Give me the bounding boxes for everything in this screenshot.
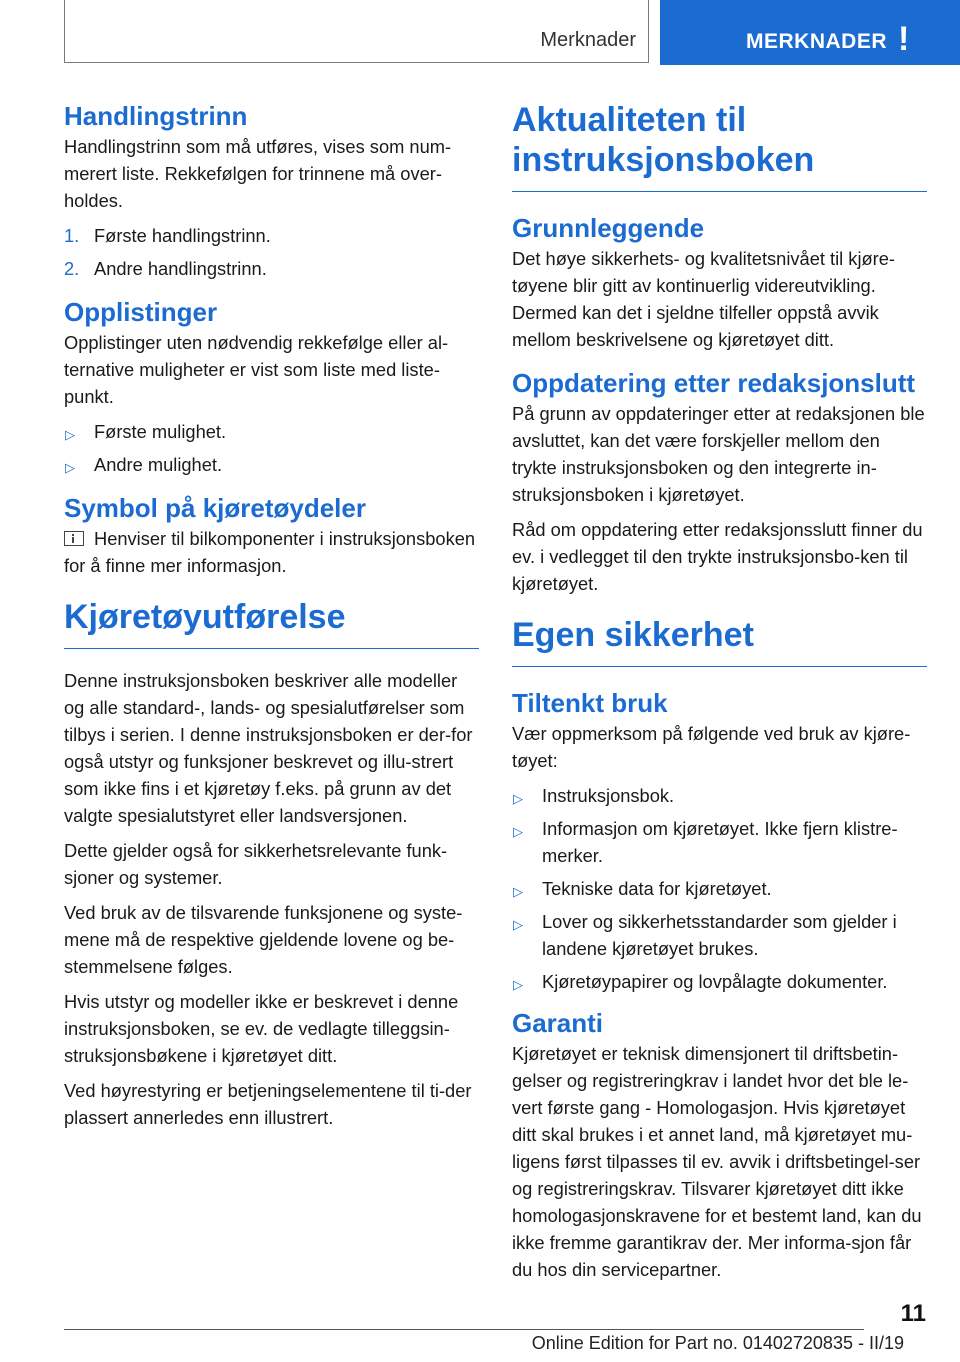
list-item: [64, 222, 479, 249]
symbol-paragraph: [64, 525, 479, 579]
bullet-list: [64, 418, 479, 478]
paragraph: Råd om oppdatering etter redaksjonsslutt finner du ev. i vedlegget til den trykte instruksjonsbo-ken til kjøretøyet.: [512, 519, 923, 594]
symbol-text: Henviser til bilkomponenter i instruksjonsboken for å finne mer informasjon.: [64, 528, 476, 576]
footer-divider: [64, 1329, 864, 1330]
list-item-text: Lover og sikkerhetsstandarder som gjelder i landene kjøretøyet brukes.: [542, 911, 897, 959]
list-item: [512, 782, 927, 809]
paragraph: Ved høyrestyring er betjeningselementene til ti-der plassert annerledes enn illustrert.: [64, 1080, 472, 1128]
list-item: [64, 418, 479, 445]
list-item-text: Første handlingstrinn.: [94, 225, 271, 246]
heading-oppdatering: Oppdatering etter redaksjonslutt: [512, 368, 916, 398]
paragraph: Ved bruk av de tilsvarende funksjonene og syste-mene må de respektive gjeldende lovene og be-stemmelsene følges.: [64, 902, 463, 977]
footer-edition: Online Edition for Part no. 01402720835 - II/19: [531, 1333, 904, 1353]
triangle-bullet-icon: ▷: [513, 917, 523, 932]
triangle-bullet-icon: ▷: [65, 427, 75, 442]
chapter-label: MERKNADER: [746, 30, 887, 53]
heading-symbol: Symbol på kjøretøydeler: [64, 493, 366, 523]
paragraph: Denne instruksjonsboken beskriver alle modeller og alle standard-, lands- og spesialutførelser som tilbys i serien. I denne instruksjonsboken er der-for også utstyr og funksjoner beskrevet og illu-strert som ikke fins i et kjøretøy f.eks. på grunn av det valgte spesialutstyret eller landsversjonen.: [64, 670, 473, 826]
heading-opplistinger: Opplistinger: [64, 297, 218, 327]
paragraph: Handlingstrinn som må utføres, vises som num-merert liste. Rekkefølgen for trinnene må over-holdes.: [64, 136, 452, 211]
list-item: [512, 908, 927, 962]
paragraph: Det høye sikkerhets- og kvalitetsnivået til kjøre-tøyene blir gitt av kontinuerlig videreutvikling. Dermed kan det i sjeldne tilfeller oppstå avvik mellom beskrivelsene og kjøretøyet ditt.: [512, 248, 896, 350]
heading-tiltenkt-bruk: Tiltenkt bruk: [512, 688, 668, 718]
exclamation-icon: !: [898, 20, 910, 58]
list-item: [512, 968, 927, 995]
right-column: [512, 100, 927, 1291]
heading-egen-sikkerhet: Egen sikkerhet: [512, 615, 927, 667]
paragraph: Opplistinger uten nødvendig rekkefølge eller al-ternative muligheter er vist som liste med liste-punkt.: [64, 332, 449, 407]
vehicle-part-info-icon: [64, 531, 84, 546]
numbered-list: [64, 222, 479, 282]
list-item-text: Kjøretøypapirer og lovpålagte dokumenter.: [542, 971, 888, 992]
list-item: [512, 875, 927, 902]
paragraph: Kjøretøyet er teknisk dimensjonert til driftsbetin-gelser og registreringkrav i landet hvor det ble le-vert første gang - Homologasjon. Hvis kjøretøyet ditt skal brukes i et annet land, må kjøretøyet mu-ligens først tilpasses til ev. avvik i driftsbetingel-ser og registreringskrav. Tilsvarer kjøretøyet ditt ikke homologasjonskravene for et bestemt land, kan du ikke fremme garantikrav der. Mer informa-sjon får du hos din servicepartner.: [512, 1043, 922, 1280]
triangle-bullet-icon: ▷: [513, 977, 523, 992]
list-item-text: Instruksjonsbok.: [542, 785, 675, 806]
bullet-list: [512, 782, 927, 995]
paragraph: Hvis utstyr og modeller ikke er beskrevet i denne instruksjonsboken, se ev. de vedlagte tilleggsin-struksjonsbøkene i kjøretøyet ditt.: [64, 991, 459, 1066]
heading-kjoretoyutforelse: Kjøretøyutførelse: [64, 597, 479, 649]
list-number: 1.: [64, 225, 80, 246]
page-number: 11: [900, 1300, 926, 1327]
chapter-tab: [660, 0, 960, 65]
list-item-text: Tekniske data for kjøretøyet.: [542, 878, 772, 899]
list-item: [64, 255, 479, 282]
section-tab: [64, 0, 649, 63]
heading-handlingstrinn: Handlingstrinn: [64, 101, 248, 131]
list-item-text: Første mulighet.: [94, 421, 227, 442]
paragraph: Dette gjelder også for sikkerhetsrelevante funk-sjoner og systemer.: [64, 840, 448, 888]
triangle-bullet-icon: ▷: [513, 791, 523, 806]
triangle-bullet-icon: ▷: [65, 460, 75, 475]
page-header: [0, 0, 960, 66]
list-item-text: Informasjon om kjøretøyet. Ikke fjern klistre-merker.: [542, 818, 898, 866]
list-item-text: Andre handlingstrinn.: [94, 258, 267, 279]
left-column: [64, 100, 479, 1139]
heading-aktualiteten: Aktualiteten til instruksjonsboken: [512, 100, 927, 192]
list-item-text: Andre mulighet.: [94, 454, 223, 475]
paragraph: Vær oppmerksom på følgende ved bruk av kjøre-tøyet:: [512, 723, 911, 771]
list-item: [64, 451, 479, 478]
list-item: [512, 815, 927, 869]
paragraph: På grunn av oppdateringer etter at redaksjonen ble avsluttet, kan det være forskjeller mellom den trykte instruksjonsboken og den integrerte in-struksjonsboken i kjøretøyet.: [512, 403, 925, 505]
triangle-bullet-icon: ▷: [513, 824, 523, 839]
triangle-bullet-icon: ▷: [513, 884, 523, 899]
heading-grunnleggende: Grunnleggende: [512, 213, 705, 243]
section-label: Merknader: [540, 29, 636, 51]
list-number: 2.: [64, 258, 80, 279]
heading-garanti: Garanti: [512, 1008, 604, 1038]
